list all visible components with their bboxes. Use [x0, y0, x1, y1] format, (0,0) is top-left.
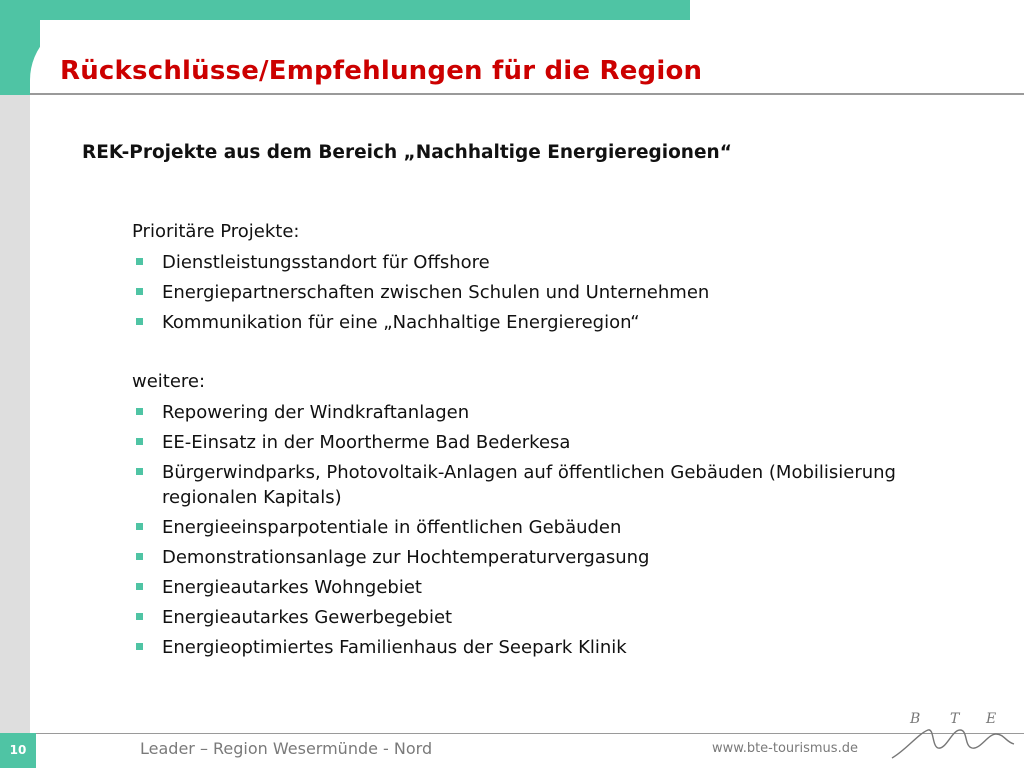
list-item-text: Bürgerwindparks, Photovoltaik-Anlagen auf öffentlichen Gebäuden (Mobilisierung regionalen Kapitals): [162, 461, 896, 508]
list-item: [132, 277, 992, 307]
bullet-square-icon: [136, 643, 143, 650]
list-item: [132, 307, 992, 337]
list-item: [132, 632, 992, 662]
list-item-text: Energiepartnerschaften zwischen Schulen und Unternehmen: [162, 281, 710, 303]
slide-content: [132, 217, 992, 662]
bullet-square-icon: [136, 553, 143, 560]
list-item-text: Demonstrationsanlage zur Hochtemperaturvergasung: [162, 546, 650, 568]
bullet-square-icon: [136, 468, 143, 475]
left-sidebar-strip: [0, 95, 30, 768]
header-accent-bar: [0, 0, 690, 20]
bullet-square-icon: [136, 258, 143, 265]
list-item: [132, 457, 992, 512]
list-item-text: Energieautarkes Gewerbegebiet: [162, 606, 453, 628]
list-item-text: Energieautarkes Wohngebiet: [162, 576, 422, 598]
footer-website: www.bte-tourismus.de: [712, 741, 858, 756]
list-item: [132, 247, 992, 277]
bullet-square-icon: [136, 583, 143, 590]
list-item-text: Energieoptimiertes Familienhaus der Seepark Klinik: [162, 636, 627, 658]
list-item: [132, 427, 992, 457]
footer-divider: [30, 733, 1024, 734]
bullet-square-icon: [136, 613, 143, 620]
further-project-list: [132, 397, 992, 662]
list-item-text: Dienstleistungsstandort für Offshore: [162, 251, 490, 273]
section-spacer: [132, 337, 992, 367]
list-item-text: Energieeinsparpotentiale in öffentlichen Gebäuden: [162, 516, 622, 538]
bullet-square-icon: [136, 523, 143, 530]
bullet-square-icon: [136, 438, 143, 445]
list-item-text: Kommunikation für eine „Nachhaltige Energieregion“: [162, 311, 640, 333]
bullet-square-icon: [136, 408, 143, 415]
slide-subtitle: REK-Projekte aus dem Bereich „Nachhaltige Energieregionen“: [82, 142, 732, 163]
bte-logo: [888, 706, 1018, 764]
bullet-square-icon: [136, 288, 143, 295]
section-heading-priority: Prioritäre Projekte:: [132, 221, 300, 242]
footer-region-label: Leader – Region Wesermünde - Nord: [140, 739, 433, 758]
section-heading-further: weitere:: [132, 371, 206, 392]
list-item: [132, 602, 992, 632]
title-divider: [30, 93, 1024, 95]
list-item-text: Repowering der Windkraftanlagen: [162, 401, 470, 423]
logo-letter-t: T: [950, 711, 960, 727]
list-item: [132, 572, 992, 602]
bullet-square-icon: [136, 318, 143, 325]
page-number: 10: [9, 743, 27, 757]
list-item: [132, 512, 992, 542]
list-item: [132, 542, 992, 572]
list-item-text: EE-Einsatz in der Moortherme Bad Bederkesa: [162, 431, 571, 453]
list-item: [132, 397, 992, 427]
logo-letter-e: E: [986, 711, 997, 727]
slide-title: Rückschlüsse/Empfehlungen für die Region: [60, 56, 703, 86]
logo-letter-b: B: [910, 711, 921, 727]
logo-swoosh-icon: [892, 730, 1014, 758]
priority-project-list: [132, 247, 992, 337]
